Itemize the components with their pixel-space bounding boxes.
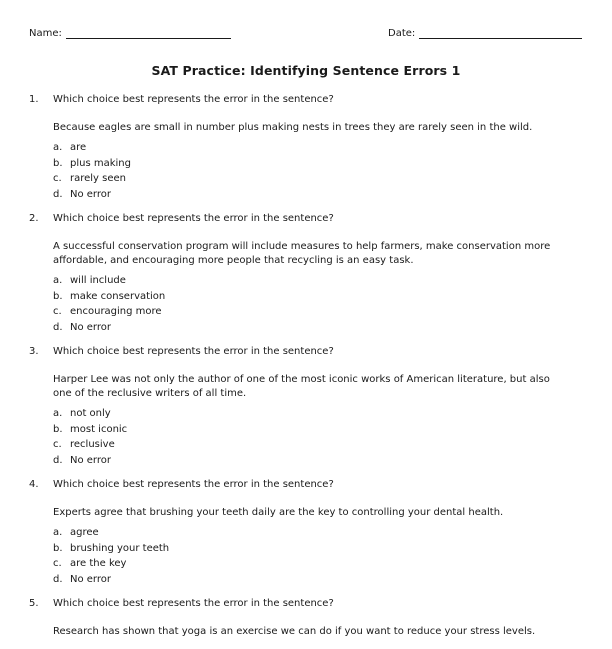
question-4 — [29, 478, 569, 587]
choice-list — [53, 406, 569, 468]
question-3 — [29, 345, 569, 468]
question-prompt: Which choice best represents the error in the sentence? — [53, 213, 334, 224]
date-field — [388, 28, 582, 39]
name-label: Name: — [29, 28, 62, 39]
choice-b[interactable] — [53, 289, 569, 305]
choice-letter: d. — [53, 188, 63, 200]
choice-text: not only — [70, 408, 111, 419]
question-header — [29, 93, 569, 107]
choice-text: No error — [70, 321, 111, 333]
question-sentence: Harper Lee was not only the author of one of the most iconic works of American literature, but also one of the reclusive writers of all time. — [53, 374, 550, 399]
choice-text: will include — [70, 275, 126, 286]
question-prompt: Which choice best represents the error in the sentence? — [53, 479, 334, 490]
choice-text: are the key — [70, 558, 127, 569]
choice-b[interactable] — [53, 541, 569, 557]
question-1 — [29, 93, 569, 202]
choice-a[interactable] — [53, 140, 569, 156]
date-line — [419, 29, 582, 39]
question-header — [29, 212, 569, 226]
question-header — [29, 478, 569, 492]
question-body — [29, 240, 569, 335]
choice-a[interactable] — [53, 406, 569, 422]
question-body — [29, 625, 569, 639]
choice-letter: a. — [53, 275, 63, 286]
choice-text: most iconic — [70, 423, 128, 435]
choice-text: rarely seen — [70, 173, 127, 184]
choice-a[interactable] — [53, 273, 569, 289]
question-prompt: Which choice best represents the error in the sentence? — [53, 94, 334, 105]
choice-letter: a. — [53, 527, 63, 538]
choice-text: reclusive — [70, 439, 115, 450]
question-body — [29, 506, 569, 587]
choice-letter: a. — [53, 142, 63, 153]
question-sentence: Research has shown that yoga is an exercise we can do if you want to reduce your stress levels. — [53, 626, 536, 637]
choice-text: No error — [70, 188, 111, 200]
choice-b[interactable] — [53, 422, 569, 438]
worksheet-header — [29, 28, 585, 44]
choice-letter: b. — [53, 157, 63, 169]
choice-d[interactable] — [53, 453, 569, 469]
question-5 — [29, 597, 569, 639]
choice-text: make conservation — [70, 290, 166, 302]
choice-d[interactable] — [53, 320, 569, 336]
choice-text: plus making — [70, 157, 131, 169]
choice-b[interactable] — [53, 156, 569, 172]
choice-letter: a. — [53, 408, 63, 419]
choice-text: encouraging more — [70, 306, 162, 317]
question-sentence: Experts agree that brushing your teeth daily are the key to controlling your dental health. — [53, 507, 504, 518]
choice-letter: c. — [53, 558, 62, 569]
question-number: 5. — [29, 598, 39, 609]
choice-list — [53, 525, 569, 587]
choice-c[interactable] — [53, 556, 569, 572]
choice-letter: b. — [53, 423, 63, 435]
choice-list — [53, 273, 569, 335]
question-prompt: Which choice best represents the error in the sentence? — [53, 346, 334, 357]
choice-text: are — [70, 142, 87, 153]
choice-letter: d. — [53, 454, 63, 466]
question-header — [29, 345, 569, 359]
choice-letter: d. — [53, 321, 63, 333]
choice-c[interactable] — [53, 304, 569, 320]
choice-list — [53, 140, 569, 202]
page-title: SAT Practice: Identifying Sentence Errors 1 — [151, 63, 461, 78]
choice-text: brushing your teeth — [70, 542, 170, 554]
choice-letter: c. — [53, 173, 62, 184]
question-sentence: A successful conservation program will include measures to help farmers, make conservation more affordable, and encouraging more people that recycling is an easy task. — [53, 241, 551, 266]
choice-d[interactable] — [53, 572, 569, 588]
choice-letter: b. — [53, 290, 63, 302]
choice-letter: c. — [53, 306, 62, 317]
choice-letter: c. — [53, 439, 62, 450]
question-list — [29, 93, 569, 649]
choice-text: No error — [70, 573, 111, 585]
question-sentence: Because eagles are small in number plus making nests in trees they are rarely seen in the wild. — [53, 122, 533, 133]
question-number: 4. — [29, 479, 39, 490]
question-header — [29, 597, 569, 611]
choice-text: No error — [70, 454, 111, 466]
name-field — [29, 28, 231, 39]
choice-text: agree — [70, 527, 99, 538]
choice-c[interactable] — [53, 171, 569, 187]
question-2 — [29, 212, 569, 335]
question-number: 1. — [29, 94, 39, 105]
date-label: Date: — [388, 28, 416, 39]
choice-c[interactable] — [53, 437, 569, 453]
question-number: 3. — [29, 346, 39, 357]
choice-letter: b. — [53, 542, 63, 554]
question-number: 2. — [29, 213, 39, 224]
choice-letter: d. — [53, 573, 63, 585]
question-body — [29, 121, 569, 202]
question-prompt: Which choice best represents the error in the sentence? — [53, 598, 334, 609]
choice-d[interactable] — [53, 187, 569, 203]
question-body — [29, 373, 569, 468]
name-line — [66, 29, 231, 39]
choice-a[interactable] — [53, 525, 569, 541]
